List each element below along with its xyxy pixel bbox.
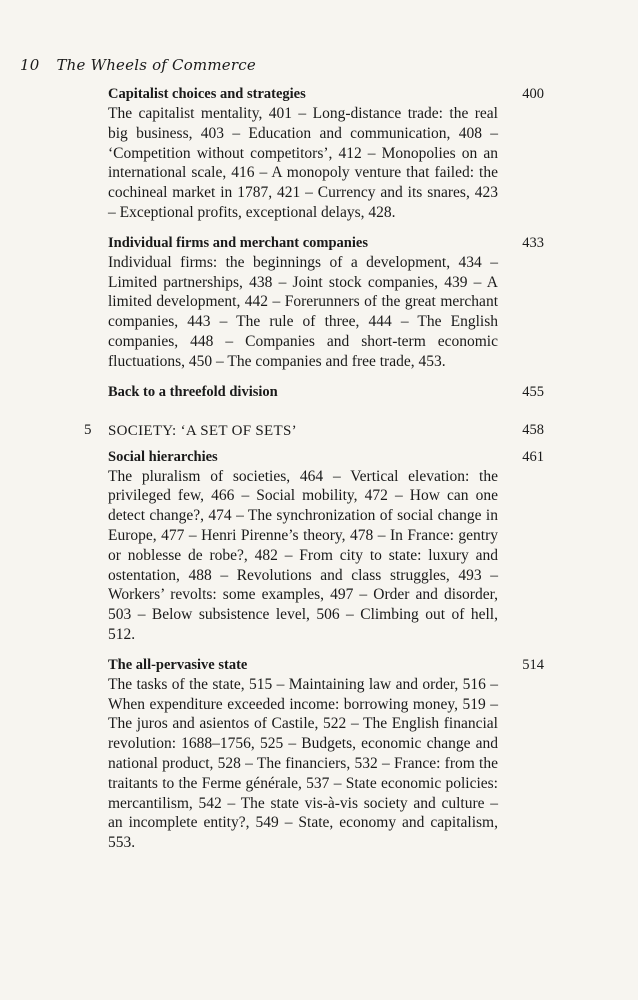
chapter-heading [84,420,544,441]
section-title: Social hierarchies [108,448,218,465]
section-title: Individual firms and merchant companies [108,234,368,251]
toc-entry [108,655,544,853]
section-page: 461 [522,448,544,465]
section-description: The tasks of the state, 515 – Maintaining law and order, 516 – When expenditure exceeded income: borrowing money, 519 – The juros and asientos of Castile, 522 – The English financial revolution: 1688–1756, 525 – Budgets, economic change and national product, 528 – The financiers, 532 – France: from the traitants to the Ferme générale, 537 – State economic policies: mercantilism, 542 – The state vis-à-vis society and culture – an incomplete entity?, 549 – State, economy and capitalism, 553. [108,675,498,852]
page-number: 10 [20,56,40,74]
book-title: The Wheels of Commerce [56,56,256,74]
section-title: Capitalist choices and strategies [108,86,306,102]
section-page: 455 [522,383,544,400]
section-description: Individual firms: the beginnings of a development, 434 – Limited partnerships, 438 – Joint stock companies, 439 – A limited development, 442 – Forerunners of the great merchant companies, 443 – The rule of three, 444 – The English companies, 448 – Companies and short-term economic fluctuations, 450 – The companies and free trade, 453. [108,253,498,370]
table-of-contents [84,84,544,863]
section-page: 433 [522,234,544,251]
section-title: The all-pervasive state [108,656,248,673]
toc-entry [108,233,544,372]
section-title: Back to a threefold division [108,383,278,400]
section-description: The pluralism of societies, 464 – Vertical elevation: the privileged few, 466 – Social mobility, 472 – How can one detect change?, 474 – The synchronization of social change in Europe, 477 – Henri Pirenne’s theory, 478 – In France: gentry or noblesse de robe?, 482 – From city to state: luxury and ostentation, 488 – Revolutions and class struggles, 493 – Workers’ revolts: some examples, 497 – Order and disorder, 503 – Below subsistence level, 506 – Climbing out of hell, 512. [108,467,498,643]
toc-entry [108,447,544,645]
chapter-number: 5 [84,421,92,438]
toc-entry [108,382,544,402]
section-page: 400 [522,86,544,102]
section-page: 514 [522,656,544,673]
running-head [20,56,256,74]
toc-entry [108,84,544,223]
chapter-title: SOCIETY: ‘A SET OF SETS’ [108,422,297,439]
chapter-page: 458 [522,421,544,438]
section-description: The capitalist mentality, 401 – Long-distance trade: the real big business, 403 – Education and communication, 408 – ‘Competition without competitors’, 412 – Monopolies on an international scale, 416 – A monopoly venture that failed: the cochineal market in 1787, 421 – Currency and its snares, 423 – Exceptional profits, exceptional delays, 428. [108,105,498,221]
